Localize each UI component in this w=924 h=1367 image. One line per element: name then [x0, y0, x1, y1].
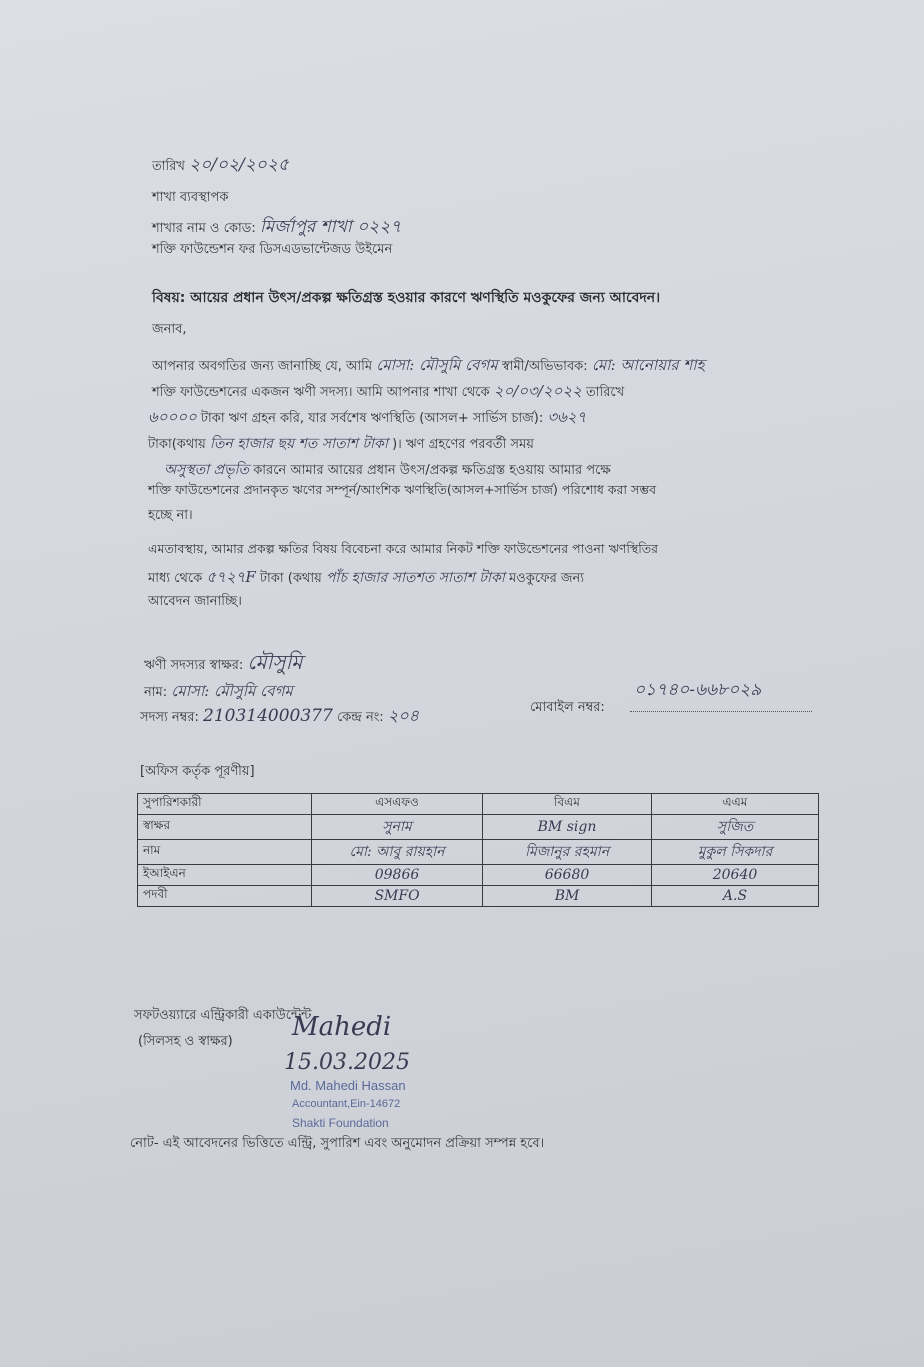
body-line-1 [152, 354, 705, 379]
branch-label: শাখার নাম ও কোড: [152, 221, 256, 236]
member-number-line [140, 703, 419, 730]
accountant-date: 15.03.2025 [284, 1050, 410, 1075]
balance-amount: ৩৬২৭ [547, 408, 587, 426]
text: কারনে আমার আয়ের প্রধান উৎস/প্রকল্প ক্ষতিগ্রস্ত হওয়ায় আমার পক্ষে [253, 463, 611, 478]
member-signature: মৌসুমি [247, 650, 303, 674]
table-cell: 66680 [483, 865, 652, 886]
salutation: জনাব, [152, 322, 187, 337]
table-cell: 20640 [652, 865, 819, 886]
damage-reason: অসুস্থতা প্রভৃতি [164, 462, 250, 478]
table-cell: এসএফও [312, 794, 483, 815]
mobile-dotted-line [630, 711, 812, 712]
branch-value: মির্জাপুর শাখা ০২২৭ [259, 217, 402, 237]
text: স্বামী/অভিভাবক: [501, 359, 588, 374]
body-line-5 [164, 458, 611, 482]
date-line [152, 152, 289, 180]
table-cell: স্বাক্ষর [138, 815, 312, 840]
member-name-line [144, 680, 293, 705]
table-cell: সুনাম [312, 815, 483, 840]
balance-words: তিন হাজার ছয় শত সাতাশ টাকা [209, 436, 388, 452]
table-cell: ইআইএন [138, 865, 312, 886]
table-cell: সুজিত [652, 815, 819, 840]
branch-line [152, 214, 401, 242]
table-cell: মিজানুর রহমান [483, 840, 652, 865]
center-label: কেন্দ্র নং: [336, 710, 384, 725]
body2-line-3: আবেদন জানাচ্ছি। [148, 594, 242, 609]
member-signature-line [144, 648, 302, 681]
stamp-title: Accountant,Ein-14672 [292, 1098, 401, 1110]
table-row [138, 865, 819, 886]
center-number: ২০৪ [387, 706, 420, 725]
table-cell: এএম [652, 794, 819, 815]
table-cell: 09866 [312, 865, 483, 886]
organization: শক্তি ফাউন্ডেশন ফর ডিসএডভান্টেজড উইমেন [152, 242, 393, 257]
text: টাকা(কথায় [148, 437, 206, 452]
table-cell: মো: আবু রায়হান [312, 840, 483, 865]
table-header-row [138, 794, 819, 815]
table-cell: মুকুল সিকদার [652, 840, 819, 865]
mobile-line [530, 698, 605, 719]
table-cell: SMFO [312, 886, 483, 907]
text: টাকা ঋণ গ্রহন করি, যার সর্বশেষ ঋণস্থিতি (আসল+ সার্ভিস চার্জ): [200, 411, 544, 426]
recipient: শাখা ব্যবস্থাপক [152, 190, 229, 205]
footer-note: নোট- এই আবেদনের ভিত্তিতে এন্ট্রি, সুপারিশ এবং অনুমোদন প্রক্রিয়া সম্পন্ন হবে। [130, 1136, 545, 1151]
stamp-org: Shakti Foundation [292, 1116, 389, 1130]
table-cell: A.S [652, 886, 819, 907]
loan-amount: ৬০০০০ [148, 408, 197, 426]
member-signature-label: ঋণী সদস্যর স্বাক্ষর: [144, 658, 244, 673]
accountant-signature: Mahedi [292, 1012, 392, 1042]
text: আপনার অবগতির জন্য জানাচ্ছি যে, আমি [152, 359, 373, 374]
body-line-6: শক্তি ফাউন্ডেশনের প্রদানকৃত ঋণের সম্পূর্ন/আংশিক ঋণস্থিতি(আসল+সার্ভিস চার্জ) পরিশোধ করা সম্ভব [148, 482, 657, 497]
table-cell: BM [483, 886, 652, 907]
text: মাধ্য থেকে [148, 571, 203, 586]
mobile-number: ০১৭৪০-৬৬৮০২৯ [634, 680, 762, 700]
accountant-sub-label: (সিলসহ ও স্বাক্ষর) [138, 1034, 233, 1049]
text: মওকুফের জন্য [508, 571, 585, 586]
waive-words: পাঁচ হাজার সাতশত সাতাশ টাকা [325, 570, 505, 586]
body-line-3 [148, 406, 586, 431]
body-line-7: হচ্ছে না। [148, 508, 193, 523]
office-table [137, 793, 819, 907]
date-label: তারিখ [152, 159, 185, 174]
member-name-label: নাম: [144, 685, 168, 700]
office-section-label: [অফিস কর্তৃক পূরণীয়] [140, 764, 255, 779]
member-number-label: সদস্য নম্বর: [140, 710, 199, 725]
waive-amount: ৫৭২৭F [206, 568, 256, 586]
body-line-4 [148, 432, 534, 456]
subject: বিষয়: আয়ের প্রধান উৎস/প্রকল্প ক্ষতিগ্রস্ত হওয়ার কারণে ঋণস্থিতি মওকুফের জন্য আবেদন। [152, 290, 661, 306]
date-value: ২০/০২/২০২৫ [189, 155, 289, 175]
mobile-label: মোবাইল নম্বর: [530, 700, 605, 715]
text: টাকা (কথায় [259, 571, 322, 586]
body2-line-1: এমতাবস্থায়, আমার প্রকল্প ক্ষতির বিষয় বিবেচনা করে আমার নিকট শক্তি ফাউন্ডেশনের পাওনা ঋণস্থিতির [148, 541, 659, 556]
table-cell: সুপারিশকারী [138, 794, 312, 815]
text: শক্তি ফাউন্ডেশনের একজন ঋণী সদস্য। আমি আপনার শাখা থেকে [152, 385, 490, 400]
member-number: 210314000377 [203, 706, 333, 726]
body-line-2 [152, 380, 624, 405]
table-row [138, 840, 819, 865]
table-cell: বিএম [483, 794, 652, 815]
table-cell: পদবী [138, 886, 312, 907]
applicant-name: মোসা: মৌসুমি বেগম [376, 356, 498, 374]
loan-date: ২০/০৩/২০২২ [493, 382, 582, 400]
table-cell: BM sign [483, 815, 652, 840]
table-row [138, 886, 819, 907]
accountant-label: সফটওয়্যারে এন্ট্রিকারী একাউন্টেন্ট [134, 1008, 312, 1023]
stamp-name: Md. Mahedi Hassan [290, 1078, 406, 1093]
text: )। ঋণ গ্রহণের পরবর্তী সময় [392, 437, 534, 452]
body2-line-2 [148, 566, 584, 591]
member-name: মোসা: মৌসুমি বেগম [171, 682, 293, 700]
text: তারিখে [586, 385, 625, 400]
guardian-name: মো: আনোয়ার শাহ [591, 356, 705, 374]
table-cell: নাম [138, 840, 312, 865]
table-row [138, 815, 819, 840]
